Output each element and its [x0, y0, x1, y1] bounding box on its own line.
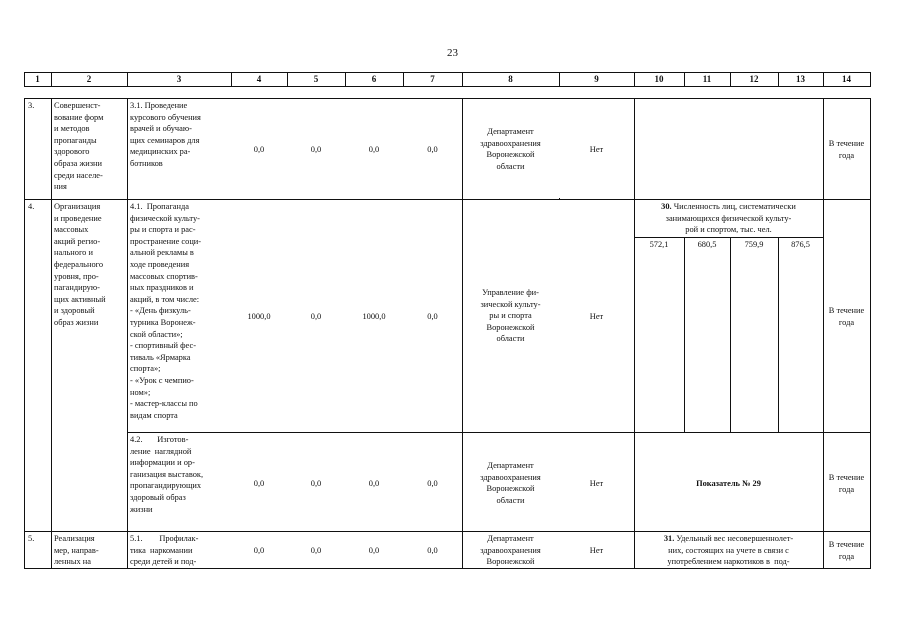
- header-col-5: 5: [313, 74, 319, 84]
- row3-number: 3.: [28, 101, 35, 110]
- row3-col9: Нет: [589, 145, 604, 154]
- page-number: 23: [447, 47, 458, 59]
- row5-col5: 0,0: [310, 546, 322, 555]
- row5-term: В течение года: [828, 540, 865, 561]
- header-col-9: 9: [594, 74, 599, 84]
- row3-col7: 0,0: [427, 145, 438, 154]
- row5-indicator: [634, 533, 823, 568]
- row4-name: Организация и проведение массовых акций регио- нального и федерального уровня, про- пагандирую- щих активный и здоровый образ жизни: [54, 202, 106, 327]
- row5-col4: 0,0: [253, 546, 265, 555]
- row5-col7: 0,0: [427, 546, 438, 555]
- row42-col6: 0,0: [368, 479, 380, 488]
- header-col-11: 11: [702, 74, 712, 84]
- header-col-7: 7: [430, 74, 435, 84]
- row5-indicator-text: Удельный вес несовершеннолет- них, состоящих на учете в связи с употреблением наркотиков в под-: [667, 534, 794, 567]
- row4-col4: 1000,0: [247, 312, 271, 321]
- header-col-14: 14: [842, 74, 851, 84]
- row42-col9: Нет: [589, 479, 604, 488]
- header-col-3: 3: [176, 74, 182, 84]
- row4-col7: 0,0: [427, 312, 438, 321]
- row5-activity: 5.1. Профилак- тика наркомании среди детей и под-: [130, 534, 199, 567]
- row4-number: 4.: [28, 202, 35, 211]
- row42-col7: 0,0: [427, 479, 438, 488]
- row42-executor: Департамент здравоохранения Воронежской области: [480, 461, 541, 505]
- row5-col9: Нет: [589, 546, 604, 555]
- row5-executor: Департамент здравоохранения Воронежской: [480, 534, 541, 567]
- header-col-6: 6: [371, 74, 377, 84]
- header-col-12: 12: [749, 74, 759, 84]
- row4-col6: 1000,0: [362, 312, 386, 321]
- row3-name: Совершенст- вование форм и методов пропаганды здорового образа жизни среди населе- ния: [54, 101, 104, 192]
- row4-col5: 0,0: [310, 312, 322, 321]
- row4-indicator: [634, 201, 823, 236]
- row3-col6: 0,0: [368, 145, 380, 154]
- row3-executor: Департамент здравоохранения Воронежской области: [480, 127, 541, 171]
- row42-col5: 0,0: [310, 479, 322, 488]
- row42-indicator: Показатель № 29: [696, 479, 761, 488]
- row5-indicator-number: 31.: [663, 534, 675, 543]
- header-col-13: 13: [796, 74, 805, 84]
- row3-term: В течение года: [828, 139, 865, 160]
- row3-activity: 3.1. Проведение курсового обучения врачей и обучаю- щих семинаров для медицинских ра- ботников: [130, 101, 201, 168]
- row4-value-12: 759,9: [744, 240, 764, 249]
- header-col-1: 1: [35, 74, 40, 84]
- row42-term: В течение года: [828, 473, 865, 494]
- row4-value-10: 572,1: [649, 240, 669, 249]
- row42-activity: 4.2. Изготов- ление наглядной информации и ор- ганизация выставок, пропагандирующих здоровый образ жизни: [130, 435, 204, 514]
- row4-value-11: 680,5: [697, 240, 717, 249]
- row4-value-13: 876,5: [791, 240, 810, 249]
- row5-number: 5.: [28, 534, 35, 543]
- header-col-10: 10: [654, 74, 664, 84]
- row4-col9: Нет: [589, 312, 604, 321]
- row4-indicator-number: 30.: [661, 202, 672, 211]
- row4-activity: 4.1. Пропаганда физической культу- ры и спорта и рас- пространение соци- альной рекламы в ходе проведения массовых спортив- ных праздников и акций, в том числе: - «День физкуль- турника Воронеж- ской области»; - спортивный фес- тиваль «Ярмарка спорта»; - «Урок с чемпио- ном»; - мастер-классы по видам спорта: [130, 202, 202, 420]
- row4-term: В течение года: [828, 306, 865, 327]
- row5-col6: 0,0: [368, 546, 380, 555]
- row4-executor: Управление фи- зической культу- ры и спорта Воронежской области: [480, 288, 541, 344]
- row5-name: Реализация мер, направ- ленных на: [54, 534, 99, 567]
- row3-col5: 0,0: [310, 145, 322, 154]
- header-col-8: 8: [508, 74, 513, 84]
- header-col-4: 4: [256, 74, 262, 84]
- row42-col4: 0,0: [253, 479, 265, 488]
- row4-indicator-text: Численность лиц, систематически занимающихся физической культу- рой и спортом, тыс. чел.: [665, 202, 796, 235]
- row3-col4: 0,0: [253, 145, 265, 154]
- header-col-2: 2: [86, 74, 92, 84]
